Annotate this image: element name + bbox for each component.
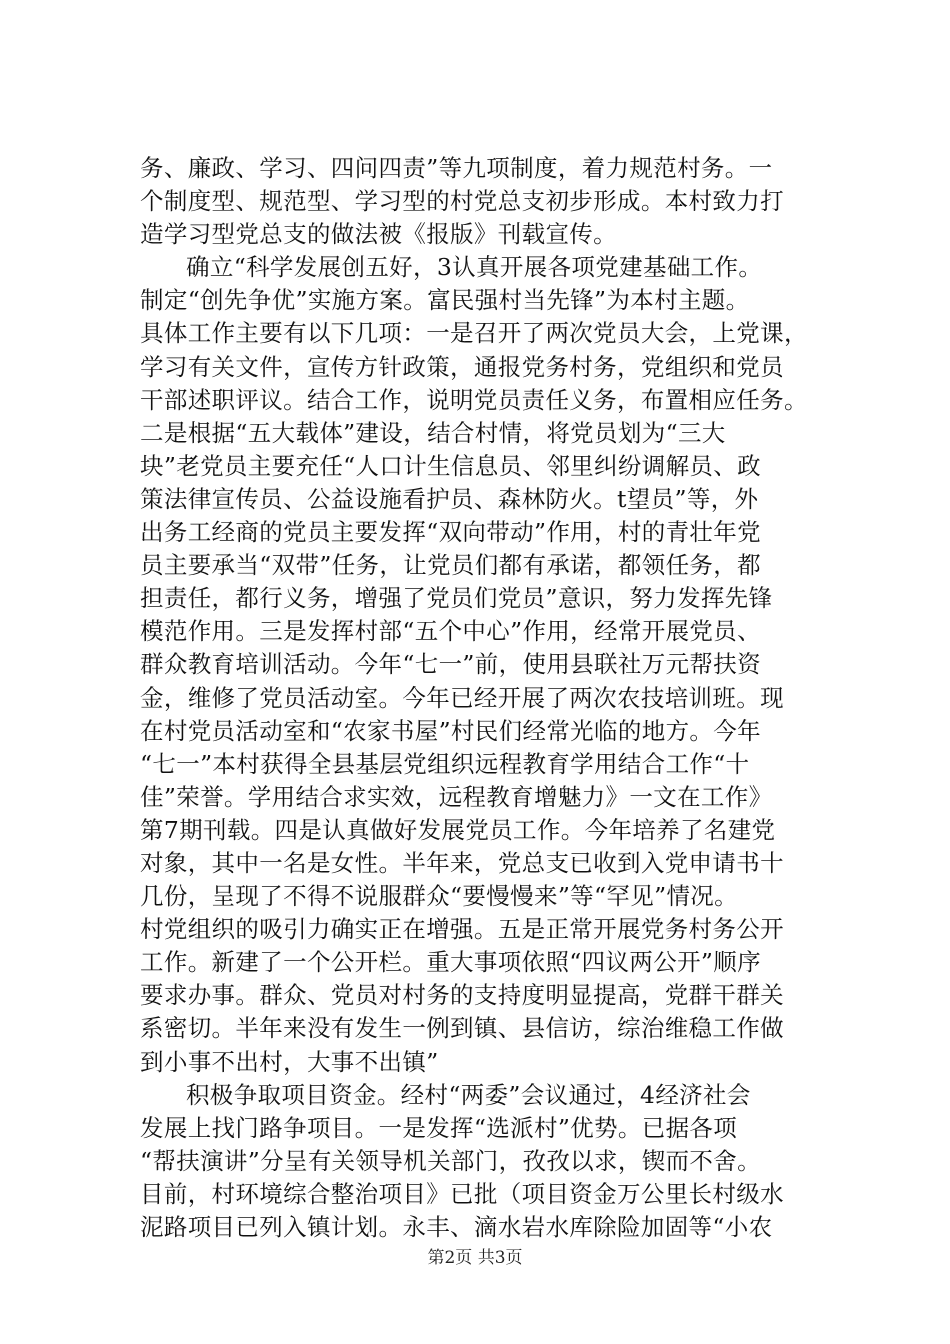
text-line: 佳”荣誉。学用结合求实效，远程教育增魅力》一文在工作》: [140, 782, 773, 811]
text-line: 要求办事。群众、党员对村务的支持度明显提高，党群干群关: [140, 981, 784, 1010]
text-line: 村党组织的吸引力确实正在增强。五是正常开展党务村务公开: [140, 915, 784, 944]
text-line: 几份，呈现了不得不说服群众“要慢慢来”等“罕见”情况。: [140, 882, 739, 911]
document-body: [140, 152, 840, 1244]
text-line: 工作。新建了一个公开栏。重大事项依照“四议两公开”顺序: [140, 948, 761, 977]
text-line: 目前，村环境综合整治项目》已批（项目资金万公里长村级水: [140, 1179, 784, 1208]
text-line: 第7期刊载。四是认真做好发展党员工作。今年培养了名建党: [140, 815, 776, 844]
text-line: 块”老党员主要充任“人口计生信息员、邻里纠纷调解员、政: [140, 451, 761, 480]
text-line: 到小事不出村，大事不出镇”: [140, 1047, 439, 1076]
text-line: 发展上找门路争项目。一是发挥“选派村”优势。已据各项: [140, 1113, 738, 1142]
text-line: 具体工作主要有以下几项：一是召开了两次党员大会，上党课，: [140, 319, 808, 348]
text-line: 策法律宣传员、公益设施看护员、森林防火。t望员”等，外: [140, 484, 759, 513]
text-line: 担责任，都行义务，增强了党员们党员”意识，努力发挥先锋: [140, 584, 773, 613]
text-line: 员主要承当“双带”任务，让党员们都有承诺，都领任务，都: [140, 551, 761, 580]
text-line: “七一”本村获得全县基层党组织远程教育学用结合工作“十: [140, 749, 750, 778]
text-line: 金，维修了党员活动室。今年已经开展了两次农技培训班。现: [140, 683, 784, 712]
text-line: 对象，其中一名是女性。半年来，党总支已收到入党申请书十: [140, 848, 784, 877]
text-line: 群众教育培训活动。今年“七一”前，使用县联社万元帮扶资: [140, 650, 761, 679]
text-line: 学习有关文件，宣传方针政策，通报党务村务，党组织和党员: [140, 352, 784, 381]
text-line: 造学习型党总支的做法被《报版》刊载宣传。: [140, 220, 617, 249]
text-line: 出务工经商的党员主要发挥“双向带动”作用，村的青壮年党: [140, 518, 761, 547]
text-line: 泥路项目已列入镇计划。永丰、滴水岩水库除险加固等“小农: [140, 1213, 773, 1241]
text-line: 个制度型、规范型、学习型的村党总支初步形成。本村致力打: [140, 187, 784, 216]
text-line: 系密切。半年来没有发生一例到镇、县信访，综治维稳工作做: [140, 1014, 784, 1043]
text-line: 制定“创先争优”实施方案。富民强村当先锋”为本村主题。: [140, 286, 750, 315]
paragraph-start-line: 确立“科学发展创五好，3认真开展各项党建基础工作。: [186, 253, 763, 282]
text-line: 二是根据“五大载体”建设，结合村情，将党员划为“三大: [140, 418, 726, 447]
text-line: 模范作用。三是发挥村部“五个中心”作用，经常开展党员、: [140, 617, 761, 646]
paragraph-start-line: 积极争取项目资金。经村“两委”会议通过，4经济社会: [186, 1080, 751, 1109]
text-line: 在村党员活动室和“农家书屋”村民们经常光临的地方。今年: [140, 716, 761, 745]
text-line: 干部述职评议。结合工作，说明党员责任义务，布置相应任务。: [140, 385, 808, 414]
page-number-footer: 第2页 共3页: [427, 1248, 523, 1268]
text-line: 务、廉政、学习、四问四责”等九项制度，着力规范村务。一: [140, 154, 773, 182]
text-line: “帮扶演讲”分呈有关领导机关部门，孜孜以求，锲而不舍。: [140, 1146, 761, 1175]
